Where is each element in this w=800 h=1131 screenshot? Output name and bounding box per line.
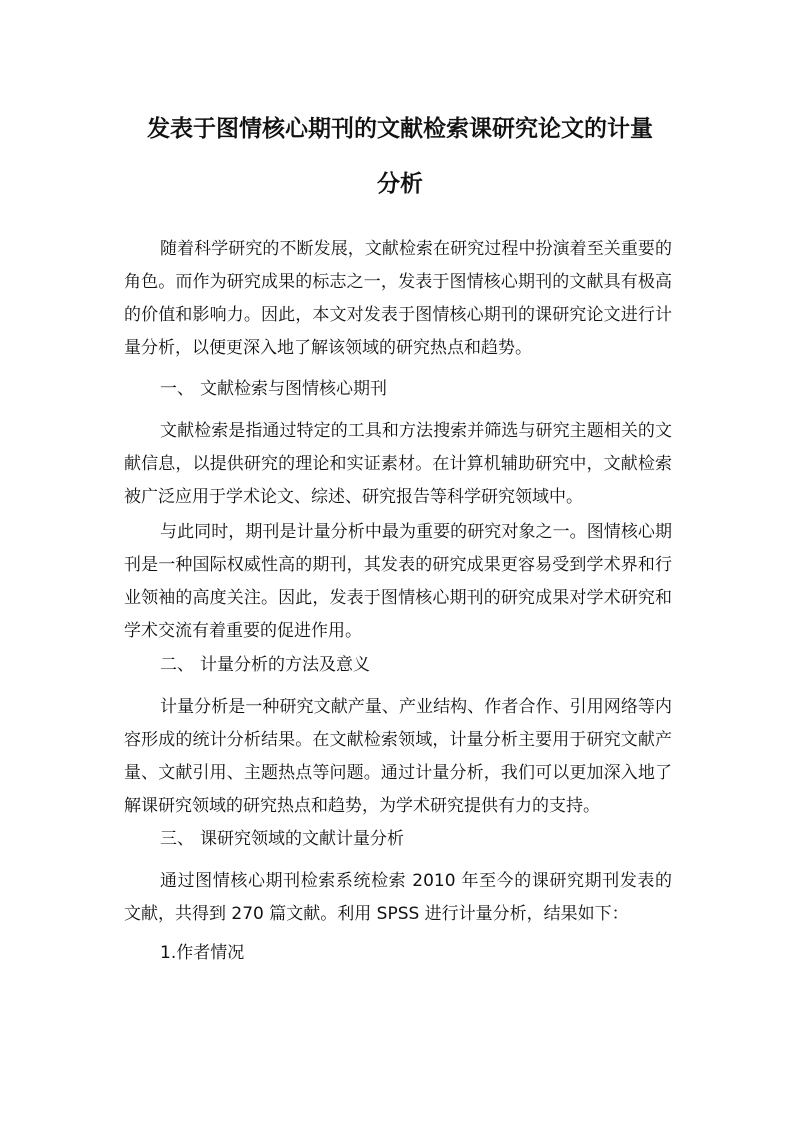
section-heading-1-text: 文献检索与图情核心期刊 [200,379,387,399]
section-heading-1 [160,373,387,406]
section-heading-3-text: 课研究领域的文献计量分析 [200,829,404,849]
section-heading-3-number: 三、 [160,829,194,849]
section-heading-2 [160,649,370,682]
document-title-line-1: 发表于图情核心期刊的文献检索课研究论文的计量 [147,116,653,142]
intro-paragraph: 随着科学研究的不断发展，文献检索在研究过程中扮演着至关重要的角色。而作为研究成果的标志之一，发表于图情核心期刊的文献具有极高的价值和影响力。因此，本文对发表于图情核心期刊的课研究论文进行计量分析，以便更深入地了解该领域的研究热点和趋势。 [124,239,672,358]
document-title-line-2: 分析 [377,171,423,197]
section-heading-2-text: 计量分析的方法及意义 [200,655,370,675]
section-heading-3 [160,823,404,856]
section-heading-2-number: 二、 [160,655,194,675]
section-1-paragraph-2: 与此同时，期刊是计量分析中最为重要的研究对象之一。图情核心期刊是一种国际权威性高的期刊，其发表的研究成果更容易受到学术界和行业领袖的高度关注。因此，发表于图情核心期刊的研究成果对学术研究和学术交流有着重要的促进作用。 [124,522,672,641]
section-2-paragraph: 计量分析是一种研究文献产量、产业结构、作者合作、引用网络等内容形成的统计分析结果。在文献检索领域，计量分析主要用于研究文献产量、文献引用、主题热点等问题。通过计量分析，我们可以更加深入地了解课研究领域的研究热点和趋势，为学术研究提供有力的支持。 [124,697,672,816]
section-3-paragraph: 通过图情核心期刊检索系统检索 2010 年至今的课研究期刊发表的文献，共得到 270 篇文献。利用 SPSS 进行计量分析，结果如下： [124,871,672,924]
section-1-paragraph-1: 文献检索是指通过特定的工具和方法搜索并筛选与研究主题相关的文献信息，以提供研究的理论和实证素材。在计算机辅助研究中，文献检索被广泛应用于学术论文、综述、研究报告等科学研究领域中。 [124,421,672,507]
section-heading-1-number: 一、 [160,379,194,399]
subheading-author-info: 1.作者情况 [160,943,245,963]
